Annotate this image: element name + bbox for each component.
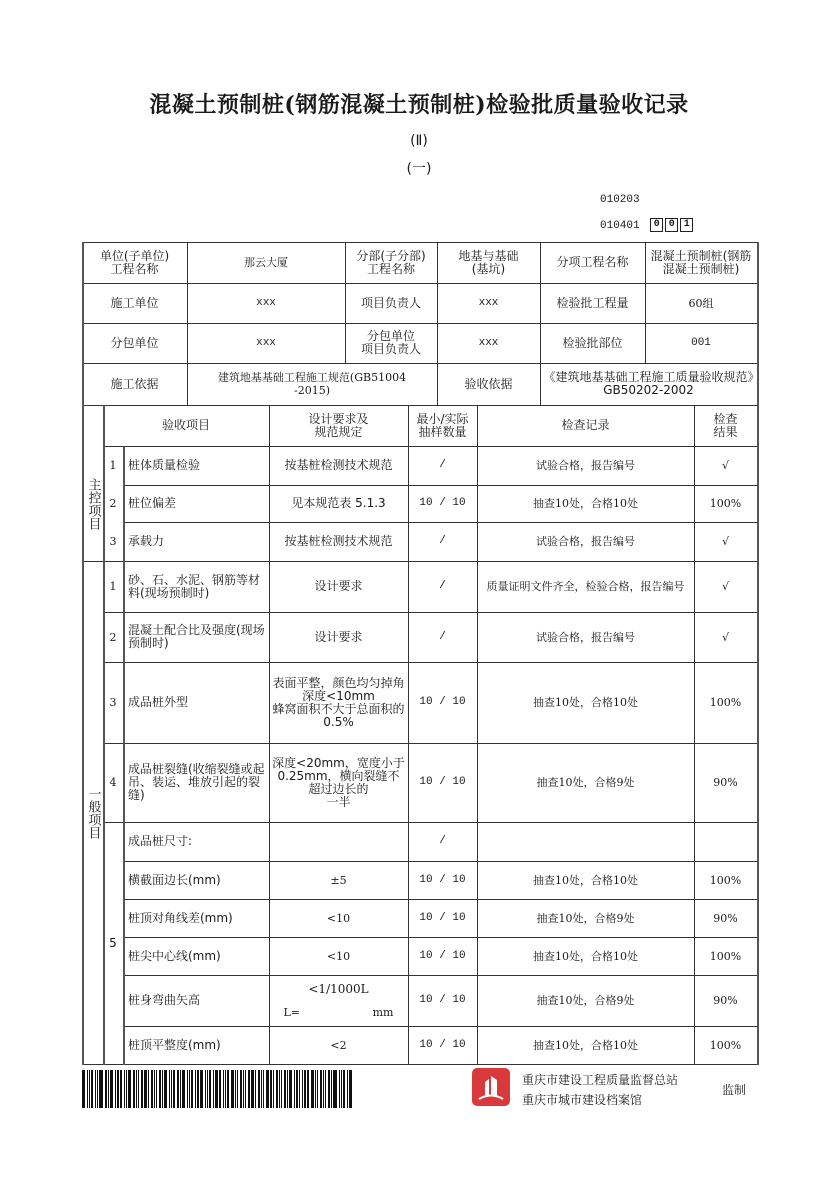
barcode-bar <box>99 1070 103 1108</box>
subitem-name-label: 分项工程名称 <box>556 255 629 269</box>
barcode-bar <box>105 1070 107 1108</box>
sample-quantity: 10 / 10 <box>419 696 466 708</box>
batch-quantity-label: 检验批工程量 <box>556 295 629 310</box>
item-name: 混凝土配合比及强度(现场预制时) <box>128 623 265 650</box>
design-requirement: <2 <box>330 1038 347 1052</box>
contractor-value: xxx <box>256 296 276 309</box>
form-code-2-prefix: 010401 <box>600 219 640 232</box>
sample-quantity: / <box>439 630 446 643</box>
item-name: 成品桩裂缝(收缩裂缝或起吊、装运、堆放引起的裂缝) <box>128 762 265 802</box>
barcode-bar <box>245 1070 246 1108</box>
barcode-bar <box>136 1070 137 1108</box>
barcode-bar <box>235 1070 236 1108</box>
sample-quantity: 10 / 10 <box>419 911 466 924</box>
barcode-bar <box>191 1070 193 1108</box>
row-number: 3 <box>109 535 117 548</box>
barcode-bar <box>289 1070 292 1108</box>
design-requirement: <10 <box>326 911 351 925</box>
barcode-bar <box>95 1070 96 1108</box>
design-requirement: ±5 <box>330 873 347 887</box>
barcode-bar <box>331 1070 332 1108</box>
barcode-bar <box>343 1070 345 1108</box>
barcode-bar <box>266 1070 269 1108</box>
design-requirement: 按基桩检测技术规范 <box>284 534 393 548</box>
barcode-bar <box>240 1070 242 1108</box>
barcode-bar <box>279 1070 280 1108</box>
barcode-bar <box>169 1070 170 1108</box>
item-name: 桩体质量检验 <box>128 458 201 472</box>
inspection-record <box>477 822 694 861</box>
barcode-bar <box>87 1070 88 1108</box>
design-requirement <box>269 975 408 1026</box>
barcode-bar <box>151 1070 153 1108</box>
org-quality-station: 重庆市建设工程质量监督总站 <box>522 1073 679 1087</box>
project-manager-value: xxx <box>478 296 499 309</box>
barcode-bar <box>328 1070 330 1108</box>
inspection-record: 抽查10处，合格10处 <box>533 1038 638 1052</box>
barcode-bar <box>302 1070 303 1108</box>
barcode-bar <box>189 1070 190 1108</box>
barcode-bar <box>248 1070 250 1108</box>
sub-project-manager-value: xxx <box>478 336 499 349</box>
row-number: 2 <box>109 630 117 644</box>
barcode-bar <box>304 1070 306 1108</box>
row-number: 1 <box>109 459 117 472</box>
size-item-name: 桩身弯曲矢高 <box>128 993 201 1007</box>
design-requirement <box>269 822 408 861</box>
batch-quantity-value: 60组 <box>688 296 714 310</box>
barcode-bar <box>209 1070 211 1108</box>
barcode-bar <box>276 1070 278 1108</box>
inspection-record: 抽查10处，合格9处 <box>536 911 635 925</box>
barcode-bar <box>287 1070 288 1108</box>
header-sample-quantity: 最小/实际 抽样数量 <box>416 411 469 439</box>
subtitle-part: (一) <box>406 161 432 177</box>
sample-quantity: 10 / 10 <box>419 1038 466 1051</box>
inspection-record: 抽查10处，合格9处 <box>536 776 635 789</box>
form-code-2 <box>600 218 693 232</box>
form-code-1: 010203 <box>600 194 640 206</box>
barcode-bar <box>315 1070 316 1108</box>
unit-name-value: 那云大厦 <box>244 256 288 269</box>
item-name: 桩位偏差 <box>128 496 177 510</box>
item-name: 成品桩外型 <box>128 695 189 709</box>
barcode-bar <box>225 1070 226 1108</box>
barcode-bar <box>219 1070 221 1108</box>
inspection-result: 90% <box>713 911 738 925</box>
barcode-bar <box>261 1070 262 1108</box>
barcode-bar <box>215 1070 218 1108</box>
inspection-result: 100% <box>709 497 742 510</box>
subitem-name-value: 混凝土预制桩(钢筋混凝土预制桩) <box>650 248 752 276</box>
barcode-bar <box>156 1070 157 1108</box>
division-name-value: 地基与基础 (基坑) <box>458 248 519 276</box>
item-name: 砂、石、水泥、钢筋等材料(现场预制时) <box>128 572 261 600</box>
barcode-bar <box>237 1070 238 1108</box>
barcode-bar <box>182 1070 185 1108</box>
barcode-bar <box>296 1070 298 1108</box>
barcode-bar <box>207 1070 208 1108</box>
barcode-bar <box>115 1070 116 1108</box>
sample-quantity: 10 / 10 <box>419 949 466 962</box>
division-name-label: 分部(子分部) 工程名称 <box>356 248 426 276</box>
sample-quantity: 10 / 10 <box>419 994 466 1006</box>
barcode-bar <box>128 1070 131 1108</box>
project-manager-label: 项目负责人 <box>360 295 421 310</box>
barcode-bar <box>144 1070 147 1108</box>
barcode-bar <box>294 1070 295 1108</box>
barcode-bar <box>281 1070 282 1108</box>
barcode-bar <box>195 1070 196 1108</box>
size-item-name: 桩顶对角线差(mm) <box>128 910 233 925</box>
barcode-bar <box>311 1070 314 1108</box>
inspection-record: 试验合格，报告编号 <box>536 535 635 548</box>
barcode-bar <box>164 1070 167 1108</box>
inspection-result <box>694 822 757 861</box>
barcode-bar <box>231 1070 234 1108</box>
barcode-bar <box>91 1070 93 1108</box>
inspection-result: √ <box>721 630 729 644</box>
row-number: 4 <box>109 776 117 789</box>
acceptance-basis-label: 验收依据 <box>464 376 513 391</box>
barcode-bar <box>258 1070 260 1108</box>
barcode-bar <box>284 1070 286 1108</box>
unit-name-label: 单位(子单位) 工程名称 <box>99 248 170 276</box>
sample-quantity: / <box>439 580 446 592</box>
subtitle-roman: (Ⅱ) <box>410 133 428 149</box>
grid-line <box>757 363 759 406</box>
construction-basis-label: 施工依据 <box>110 376 159 391</box>
batch-location-value: 001 <box>691 336 711 349</box>
size-item-name: 桩顶平整度(mm) <box>128 1037 221 1052</box>
design-requirement: 见本规范表 5.1.3 <box>291 496 386 510</box>
org-archives: 重庆市城市建设档案馆 <box>522 1093 643 1107</box>
header-design-requirement: 设计要求及 规范规定 <box>308 411 369 439</box>
inspection-result: √ <box>721 580 729 593</box>
barcode-bar <box>200 1070 203 1108</box>
barcode-bar <box>317 1070 318 1108</box>
serial-box: 0 <box>665 218 678 232</box>
length-field <box>284 1006 394 1019</box>
barcode-bar <box>120 1070 122 1108</box>
barcode-bar <box>154 1070 155 1108</box>
inspection-result: √ <box>721 459 729 472</box>
serial-boxes <box>650 218 693 232</box>
barcode-bar <box>339 1070 340 1108</box>
sample-quantity: 10 / 10 <box>419 497 466 509</box>
inspection-record: 试验合格，报告编号 <box>536 630 635 644</box>
barcode-bar <box>82 1070 85 1108</box>
row-number: 2 <box>109 497 117 510</box>
contractor-label: 施工单位 <box>110 295 159 310</box>
size-item-name: 桩尖中心线(mm) <box>128 948 221 963</box>
inspection-result: 100% <box>709 1038 742 1052</box>
barcode-bar <box>148 1070 149 1108</box>
design-requirement: 按基桩检测技术规范 <box>284 458 393 472</box>
grid-line <box>757 405 759 1065</box>
design-requirement: 深度<20mm，宽度小于0.25mm，横向裂缝不超过边长的 一半 <box>272 755 405 809</box>
barcode-bar <box>213 1070 214 1108</box>
design-requirement: 表面平整，颜色均匀掉角深度<10mm 蜂窝面积不大于总面积的0.5% <box>272 675 405 729</box>
barcode-bar <box>117 1070 119 1108</box>
size-item-name: 横截面边长(mm) <box>128 872 221 887</box>
general-group-label: 一般项目 <box>85 786 101 839</box>
barcode-bar <box>124 1070 125 1108</box>
barcode-bar <box>243 1070 244 1108</box>
barcode-bar <box>320 1070 322 1108</box>
row-number: 1 <box>109 580 117 593</box>
serial-box: 0 <box>650 218 663 232</box>
barcode-bar <box>205 1070 206 1108</box>
barcode-bar <box>333 1070 337 1108</box>
main-control-group-label: 主控项目 <box>85 477 101 530</box>
row-number: 3 <box>109 696 117 709</box>
design-requirement: 设计要求 <box>314 579 363 593</box>
inspection-result: √ <box>721 535 729 548</box>
grid-line <box>757 242 759 364</box>
length-unit: mm <box>372 1005 394 1019</box>
barcode-bar <box>255 1070 256 1108</box>
sample-quantity: / <box>439 535 446 547</box>
barcode-bar <box>133 1070 135 1108</box>
length-label: L= <box>283 1005 301 1019</box>
size-item-name: 成品桩尺寸: <box>128 834 193 848</box>
barcode-bar <box>126 1070 127 1108</box>
barcode <box>82 1070 400 1108</box>
barcode-bar <box>110 1070 113 1108</box>
inspection-record: 质量证明文件齐全，检验合格，报告编号 <box>486 580 685 593</box>
barcode-bar <box>307 1070 309 1108</box>
inspection-result: 90% <box>713 776 738 789</box>
barcode-bar <box>180 1070 181 1108</box>
barcode-bar <box>299 1070 300 1108</box>
barcode-bar <box>108 1070 109 1108</box>
barcode-bar <box>89 1070 90 1108</box>
barcode-bar <box>251 1070 254 1108</box>
design-requirement: 设计要求 <box>314 629 363 644</box>
design-requirement: <10 <box>326 949 351 963</box>
inspection-record: 抽查10处，合格10处 <box>533 873 638 887</box>
barcode-bar <box>349 1070 352 1108</box>
item-name: 承载力 <box>128 534 165 548</box>
barcode-bar <box>97 1070 98 1108</box>
batch-location-label: 检验批部位 <box>562 335 623 350</box>
inspection-record: 抽查10处，合格10处 <box>533 949 638 963</box>
serial-box: 1 <box>680 218 693 232</box>
document-title: 混凝土预制桩(钢筋混凝土预制桩)检验批质量验收记录 <box>149 92 689 118</box>
inspection-record: 抽查10处，合格9处 <box>536 994 635 1007</box>
sample-quantity: / <box>439 459 446 471</box>
barcode-bar <box>177 1070 179 1108</box>
barcode-bar <box>138 1070 139 1108</box>
sub-project-manager-label: 分包单位 项目负责人 <box>360 329 421 356</box>
inspection-record: 抽查10处，合格10处 <box>533 696 638 709</box>
barcode-bar <box>173 1070 175 1108</box>
construction-basis-value: 建筑地基基础工程施工规范(GB51004 -2015) <box>217 371 407 397</box>
inspection-result: 100% <box>709 873 742 887</box>
barcode-bar <box>223 1070 224 1108</box>
inspection-result: 100% <box>709 949 742 963</box>
inspection-result: 90% <box>713 994 738 1007</box>
barcode-bar <box>347 1070 348 1108</box>
header-inspection-result: 检查 结果 <box>713 411 738 439</box>
barcode-bar <box>341 1070 342 1108</box>
inspection-record: 试验合格，报告编号 <box>536 459 635 472</box>
building-logo-icon <box>472 1068 510 1106</box>
barcode-bar <box>159 1070 161 1108</box>
barcode-bar <box>325 1070 326 1108</box>
barcode-bar <box>227 1070 229 1108</box>
subcontractor-label: 分包单位 <box>110 335 159 350</box>
barcode-bar <box>197 1070 199 1108</box>
supervised-label: 监制 <box>722 1083 747 1097</box>
sample-quantity: / <box>439 835 446 847</box>
barcode-bar <box>270 1070 272 1108</box>
sample-quantity: 10 / 10 <box>419 776 466 788</box>
barcode-bar <box>323 1070 324 1108</box>
header-inspection-item: 验收项目 <box>161 418 210 432</box>
subcontractor-value: xxx <box>256 336 276 349</box>
header-inspection-record: 检查记录 <box>561 418 610 432</box>
barcode-bar <box>273 1070 274 1108</box>
inspection-result: 100% <box>709 696 742 709</box>
grid-line <box>82 1064 758 1065</box>
row-number-size-group: 5 <box>109 935 117 950</box>
barcode-bar <box>141 1070 143 1108</box>
inspection-record: 抽查10处，合格10处 <box>533 497 638 510</box>
barcode-bar <box>263 1070 264 1108</box>
barcode-bar <box>187 1070 188 1108</box>
barcode-bar <box>162 1070 163 1108</box>
sample-quantity: 10 / 10 <box>419 873 466 886</box>
barcode-bar <box>171 1070 172 1108</box>
bend-limit: <1/1000L <box>308 981 369 996</box>
acceptance-basis-value: 《建筑地基基础工程施工质量验收规范》GB50202-2002 <box>543 370 754 397</box>
